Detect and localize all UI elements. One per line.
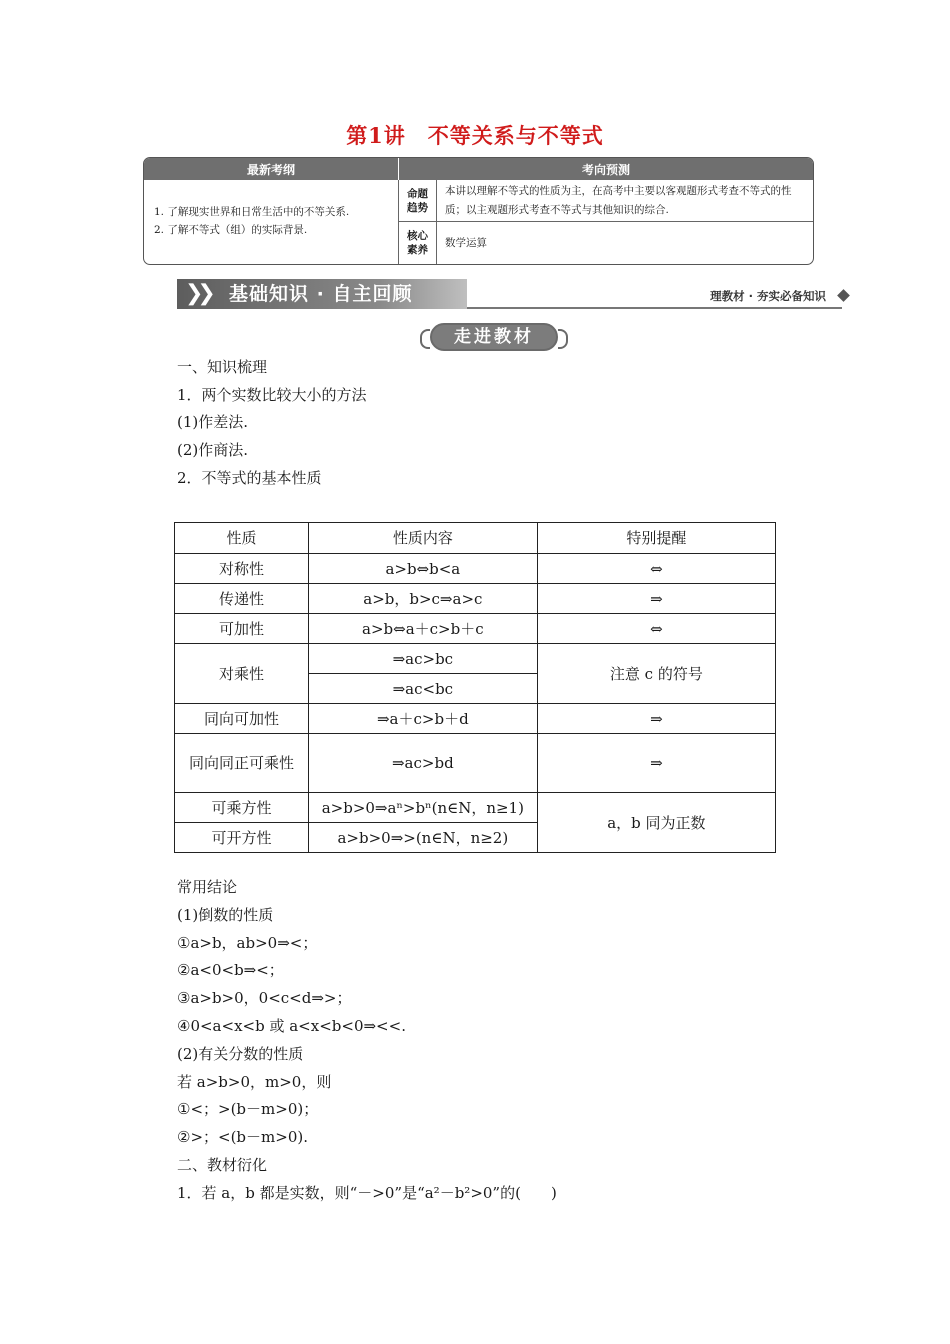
property-note: ⇔ — [537, 614, 775, 644]
property-content: a>b⇔b<a — [308, 554, 537, 584]
property-content: ⇒ac>bc — [308, 644, 537, 674]
table-row — [175, 734, 776, 793]
text-line: ④0<a<x<b 或 a<x<b<0⇒<<. — [177, 1017, 406, 1035]
section-title: 基础知识 · 自主回顾 — [229, 283, 413, 305]
chevron-right-icon: ❯❯ — [185, 281, 210, 306]
text-line: ③a>b>0，0<c<d⇒>； — [177, 989, 352, 1007]
text-line: ①<；>(b－m>0)； — [177, 1100, 319, 1118]
table-header: 性质内容 — [308, 523, 537, 554]
property-content: a>b，b>c⇒a>c — [308, 584, 537, 614]
table-header-row — [175, 523, 776, 554]
table-header: 性质 — [175, 523, 309, 554]
text-line: 二、教材衍化 — [177, 1156, 268, 1174]
property-note: ⇔ — [537, 554, 775, 584]
text-line: ①a>b，ab>0⇒<； — [177, 934, 318, 952]
property-content: a>b>0⇒aⁿ>bⁿ(n∈N，n≥1) — [308, 793, 537, 823]
subheading-badge: 走进教材 — [430, 323, 558, 351]
property-name: 对称性 — [175, 554, 309, 584]
property-note: a，b 同为正数 — [537, 793, 775, 853]
table-header: 特别提醒 — [537, 523, 775, 554]
text-line: 1．两个实数比较大小的方法 — [177, 386, 367, 404]
text-line: 一、知识梳理 — [177, 358, 268, 376]
table-row — [175, 644, 776, 674]
text-line: 1．若 a，b 都是实数，则“－>0”是“a²－b²>0”的( ) — [177, 1184, 557, 1202]
table-row — [175, 554, 776, 584]
text-line: 2．不等式的基本性质 — [177, 469, 322, 487]
property-name: 可加性 — [175, 614, 309, 644]
property-name: 传递性 — [175, 584, 309, 614]
outline-header-syllabus: 最新考纲 — [144, 158, 399, 180]
property-name: 对乘性 — [175, 644, 309, 704]
diamond-icon — [837, 289, 850, 302]
property-note: ⇒ — [537, 584, 775, 614]
property-note: ⇒ — [537, 704, 775, 734]
section-subtitle: 理教材 · 夯实必备知识 — [710, 289, 826, 303]
text-line: (2)有关分数的性质 — [177, 1045, 304, 1063]
trend-label: 命题趋势 — [399, 180, 437, 221]
syllabus-list — [144, 180, 399, 264]
property-note: 注意 c 的符号 — [537, 644, 775, 704]
outline-header — [144, 158, 813, 180]
text-line: (2)作商法. — [177, 441, 249, 459]
literacy-text: 数学运算 — [445, 236, 487, 249]
literacy-label: 核心素养 — [399, 222, 437, 264]
text-line: 若 a>b>0，m>0，则 — [177, 1073, 332, 1091]
text-line: (1)倒数的性质 — [177, 906, 274, 924]
table-row — [175, 793, 776, 823]
property-name: 可乘方性 — [175, 793, 309, 823]
section-banner — [177, 279, 848, 309]
property-content: ⇒ac<bc — [308, 674, 537, 704]
property-content: a>b>0⇒>(n∈N，n≥2) — [308, 823, 537, 853]
property-note: ⇒ — [537, 734, 775, 793]
trend-text: 本讲以理解不等式的性质为主，在高考中主要以客观题形式考查不等式的性质；以主观题形式考查不等式与其他知识的综合. — [445, 184, 792, 216]
page-title: 第1讲 不等关系与不等式 — [346, 123, 604, 148]
table-row — [175, 614, 776, 644]
property-name: 可开方性 — [175, 823, 309, 853]
text-line: 常用结论 — [177, 878, 238, 896]
property-content: ⇒ac>bd — [308, 734, 537, 793]
table-row — [175, 704, 776, 734]
syllabus-item: 1. 了解现实世界和日常生活中的不等关系. — [154, 206, 350, 218]
text-line: (1)作差法. — [177, 413, 249, 431]
property-name: 同向同正可乘性 — [175, 734, 309, 793]
syllabus-item: 2. 了解不等式（组）的实际背景. — [154, 224, 308, 236]
outline-header-prediction: 考向预测 — [581, 162, 630, 177]
properties-table — [174, 522, 776, 853]
property-content: a>b⇔a＋c>b＋c — [308, 614, 537, 644]
property-name: 同向可加性 — [175, 704, 309, 734]
table-row — [175, 584, 776, 614]
text-line: ②>；<(b－m>0). — [177, 1128, 308, 1146]
text-line: ②a<0<b⇒<； — [177, 961, 284, 979]
property-content: ⇒a＋c>b＋d — [308, 704, 537, 734]
outline-table — [143, 157, 814, 265]
